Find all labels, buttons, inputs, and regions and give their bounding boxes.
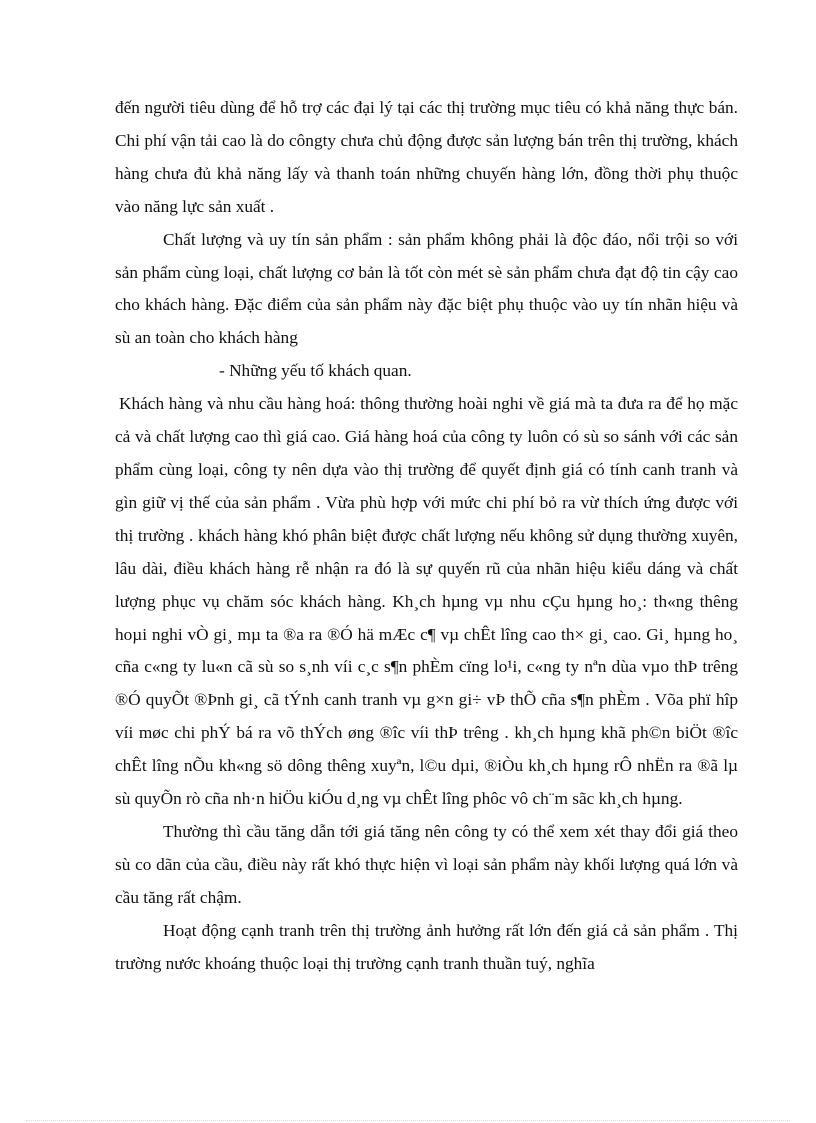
paragraph-quality-reputation: Chất lượng và uy tín sản phẩm : sản phẩm không phải là độc đáo, nổi trội so với sản phẩm cùng loại, chất lượng cơ bản là tốt còn mét sè sản phẩm chưa đạt độ tin cậy cao cho khách hàng. Đặc điểm của sản phẩm này đặc biệt phụ thuộc vào uy tín nhãn hiệu và sù an toàn cho khách hàng [115,229,738,348]
paragraph-transport-costs: đến người tiêu dùng để hỗ trợ các đại lý tại các thị trường mục tiêu có khả năng thực bán. Chi phí vận tải cao là do côngty chưa chủ động được sản lượng bán trên thị trường, khách hàng chưa đủ khả năng lấy và thanh toán những chuyến hàng lớn, đồng thời phụ thuộc vào năng lực sản xuất . [115,98,738,216]
subheading-objective-factors: - Những yếu tố khách quan. [219,361,412,381]
page-bottom-divider [26,1120,790,1121]
paragraph-customers-demand: Khách hàng và nhu cầu hàng hoá: thông thường hoài nghi về giá mà ta đưa ra để họ mặc cả và chất lượng cao thì giá cao. Giá hàng hoá của công ty luôn có sù so sánh với các sản phẩm cùng loại, công ty nên dựa vào thị trường để quyết định giá có tính canh tranh và gìn giữ vị thế của sản phẩm . Vừa phù hợp với mức chi phí bỏ ra vừ thích ứng được với thị trường . khách hàng khó phân biệt được chất lượng nếu không sử dụng thường xuyên, lâu dài, điều khách hàng rễ nhận ra đó là sự quyến rũ của nhãn hiệu kiểu dáng và chất lượng phục vụ chăm sóc khách hàng. Kh¸ch hµng vµ nhu cÇu hµng ho¸: th«ng thêng hoµi nghi vÒ gi¸ mµ ta ®a ra ®Ó hä mÆc c¶ vµ chÊt lîng cao th× gi¸ cao. Gi¸ hµng ho¸ cña c«ng ty lu«n cã sù so s¸nh víi c¸c s¶n phÈm cïng lo¹i, c«ng ty nªn dùa vµo thÞ trêng ®Ó quyÕt ®Þnh gi¸ cã tÝnh canh tranh vµ g×n gi÷ vÞ thÕ cña s¶n phÈm . Võa phï hîp víi møc chi phÝ bá ra võ thÝch øng ®îc víi thÞ trêng . kh¸ch hµng khã ph©n biÖt ®îc chÊt lîng nÕu kh«ng sö dông thêng xuyªn, l©u dµi, ®iÒu kh¸ch hµng rÔ nhËn ra ®ã lµ sù quyÕn rò cña nh·n hiÖu kiÓu d¸ng vµ chÊt lîng phôc vô ch¨m sãc kh¸ch hµng. [115,394,738,809]
paragraph-competition: Hoạt động cạnh tranh trên thị trường ảnh hưởng rất lớn đến giá cả sản phẩm . Thị trường nước khoáng thuộc loại thị trường cạnh tranh thuần tuý, nghĩa [115,920,738,973]
body-text [115,92,738,980]
paragraph-demand-price: Thường thì cầu tăng dẫn tới giá tăng nên công ty có thể xem xét thay đổi giá theo sù co dãn của cầu, điều này rất khó thực hiện vì loại sản phẩm này khối lượng quá lớn và cầu tăng rất chậm. [115,821,738,907]
